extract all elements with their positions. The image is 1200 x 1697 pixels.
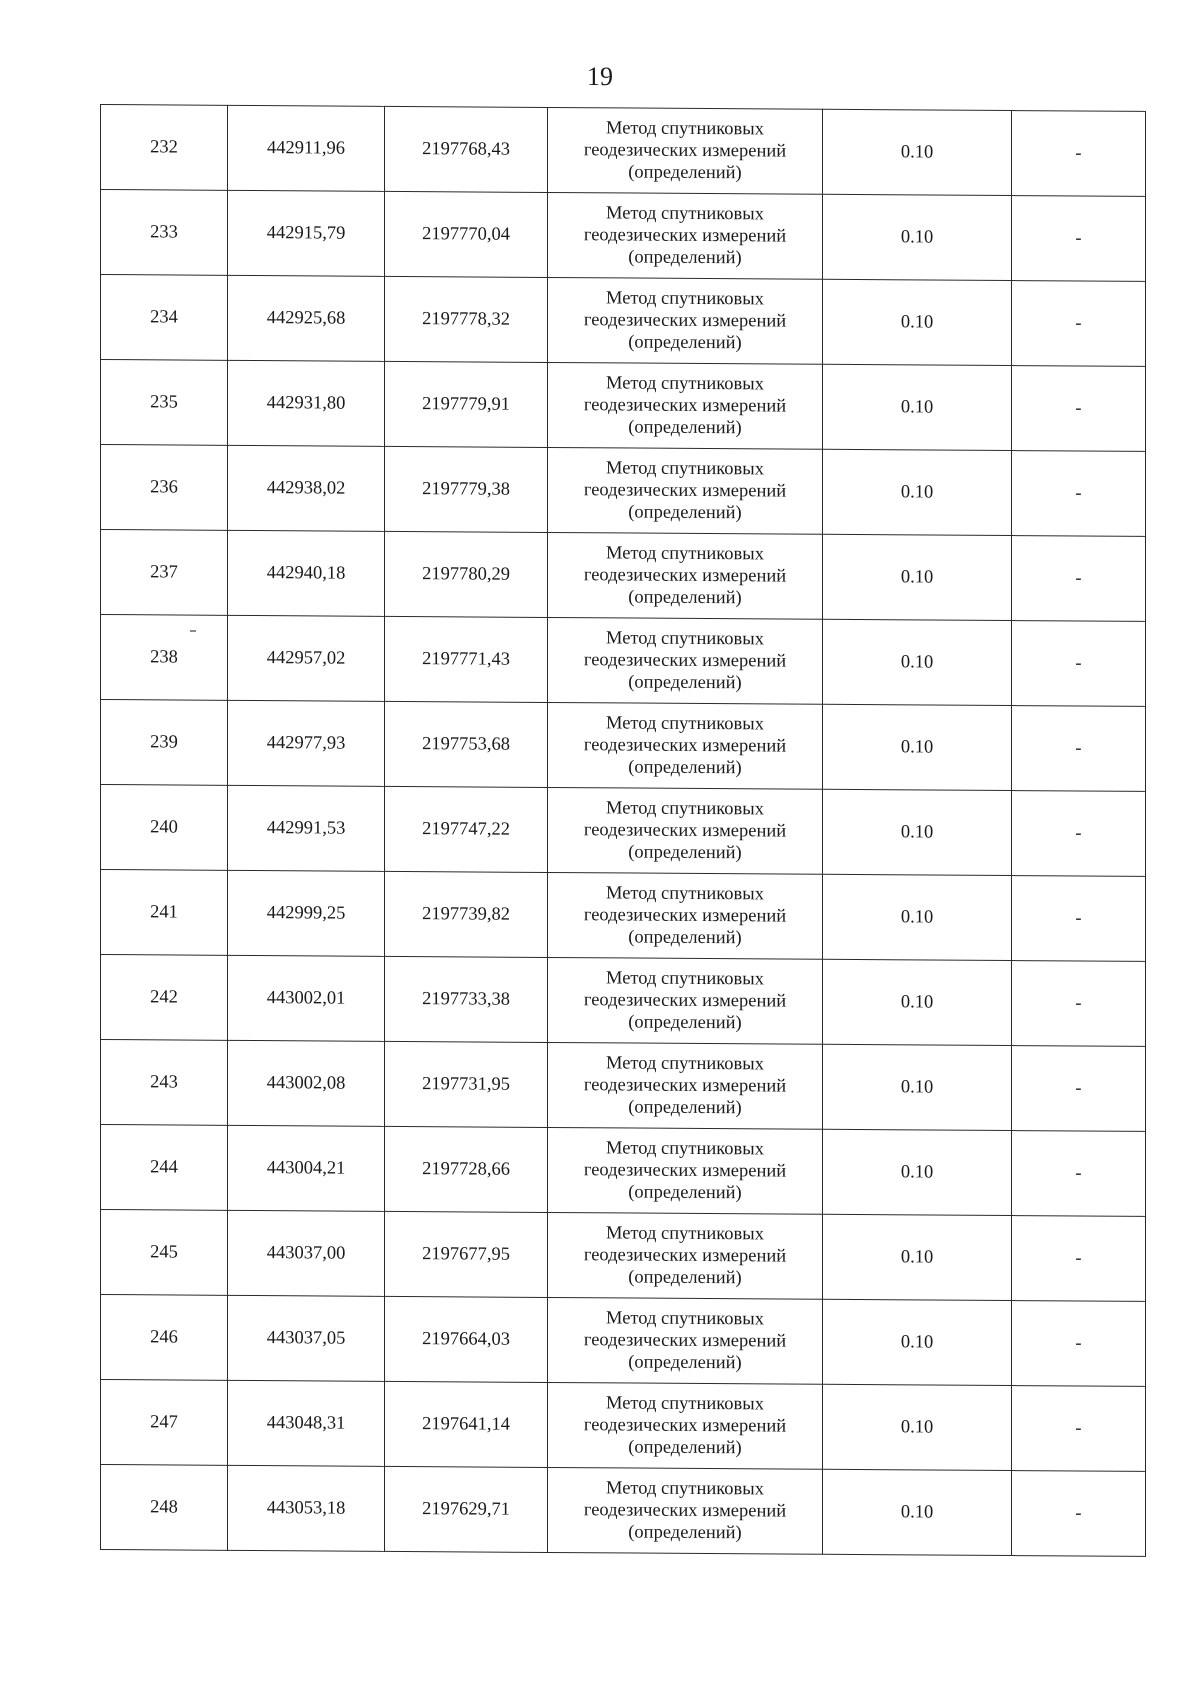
x-coordinate-cell: 442911,96 xyxy=(228,105,385,191)
method-cell xyxy=(548,362,823,449)
method-cell xyxy=(548,957,823,1044)
extra-cell: - xyxy=(1012,1216,1146,1302)
method-line: (определений) xyxy=(628,1437,742,1459)
accuracy-cell: 0.10 xyxy=(823,959,1012,1045)
point-number-cell: 234 xyxy=(101,275,228,361)
table-row xyxy=(101,1125,1146,1217)
method-line: Метод спутниковых xyxy=(606,203,764,225)
point-number-cell: 233 xyxy=(101,190,228,276)
method-line: геодезических измерений xyxy=(583,225,787,247)
table-row xyxy=(101,530,1146,622)
table-row xyxy=(101,955,1146,1047)
accuracy-cell: 0.10 xyxy=(823,364,1012,450)
method-line: геодезических измерений xyxy=(583,905,787,927)
method-line: Метод спутниковых xyxy=(606,628,764,650)
accuracy-cell: 0.10 xyxy=(823,1044,1012,1130)
y-coordinate-cell: 2197731,95 xyxy=(385,1041,548,1127)
method-line: геодезических измерений xyxy=(583,1415,787,1437)
method-line: (определений) xyxy=(628,842,742,864)
page-number: 19 xyxy=(587,62,613,91)
method-line: геодезических измерений xyxy=(583,1075,787,1097)
method-line: Метод спутниковых xyxy=(606,1138,764,1160)
method-line: Метод спутниковых xyxy=(606,883,764,905)
extra-cell: - xyxy=(1012,1301,1146,1387)
method-line: (определений) xyxy=(628,417,742,439)
extra-cell: - xyxy=(1012,961,1146,1047)
method-line: (определений) xyxy=(628,1267,742,1289)
y-coordinate-cell: 2197629,71 xyxy=(385,1466,548,1552)
method-line: Метод спутниковых xyxy=(606,713,764,735)
y-coordinate-cell: 2197747,22 xyxy=(385,786,548,872)
extra-cell: - xyxy=(1012,621,1146,707)
point-number-cell: 243 xyxy=(101,1040,228,1126)
method-cell xyxy=(548,872,823,959)
x-coordinate-cell: 442931,80 xyxy=(228,360,385,446)
method-line: (определений) xyxy=(628,927,742,949)
point-number-cell: 239 xyxy=(101,700,228,786)
accuracy-cell: 0.10 xyxy=(823,109,1012,195)
point-number-cell: 241 xyxy=(101,870,228,956)
method-line: геодезических измерений xyxy=(583,735,787,757)
y-coordinate-cell: 2197641,14 xyxy=(385,1381,548,1467)
method-line: Метод спутниковых xyxy=(606,1223,764,1245)
y-coordinate-cell: 2197728,66 xyxy=(385,1126,548,1212)
method-line: Метод спутниковых xyxy=(606,1053,764,1075)
accuracy-cell: 0.10 xyxy=(823,874,1012,960)
method-line: геодезических измерений xyxy=(583,1160,787,1182)
method-line: геодезических измерений xyxy=(583,1245,787,1267)
method-line: геодезических измерений xyxy=(583,480,787,502)
method-line: Метод спутниковых xyxy=(606,118,764,140)
x-coordinate-cell: 442991,53 xyxy=(228,785,385,871)
method-line: (определений) xyxy=(628,1097,742,1119)
extra-cell: - xyxy=(1012,1131,1146,1217)
method-line: геодезических измерений xyxy=(583,310,787,332)
accuracy-cell: 0.10 xyxy=(823,1129,1012,1215)
method-line: Метод спутниковых xyxy=(606,798,764,820)
method-cell xyxy=(548,107,823,194)
accuracy-cell: 0.10 xyxy=(823,534,1012,620)
y-coordinate-cell: 2197753,68 xyxy=(385,701,548,787)
extra-cell: - xyxy=(1012,536,1146,622)
x-coordinate-cell: 442999,25 xyxy=(228,870,385,956)
table-row xyxy=(101,190,1146,282)
method-line: геодезических измерений xyxy=(583,820,787,842)
accuracy-cell: 0.10 xyxy=(823,194,1012,280)
method-line: Метод спутниковых xyxy=(606,968,764,990)
method-cell xyxy=(548,1127,823,1214)
accuracy-cell: 0.10 xyxy=(823,789,1012,875)
method-line: Метод спутниковых xyxy=(606,543,764,565)
extra-cell: - xyxy=(1012,366,1146,452)
method-line: Метод спутниковых xyxy=(606,373,764,395)
method-cell xyxy=(548,1042,823,1129)
accuracy-cell: 0.10 xyxy=(823,1469,1012,1555)
coordinates-table-body xyxy=(101,105,1146,1557)
accuracy-cell: 0.10 xyxy=(823,1384,1012,1470)
extra-cell: - xyxy=(1012,451,1146,537)
method-cell xyxy=(548,447,823,534)
method-line: (определений) xyxy=(628,162,742,184)
method-cell xyxy=(548,1212,823,1299)
x-coordinate-cell: 442925,68 xyxy=(228,275,385,361)
table-row xyxy=(101,1380,1146,1472)
y-coordinate-cell: 2197677,95 xyxy=(385,1211,548,1297)
method-cell xyxy=(548,1382,823,1469)
table-row xyxy=(101,1210,1146,1302)
x-coordinate-cell: 443037,05 xyxy=(228,1295,385,1381)
table-row xyxy=(101,1040,1146,1132)
extra-cell: - xyxy=(1012,111,1146,197)
method-line: геодезических измерений xyxy=(583,140,787,162)
extra-cell: - xyxy=(1012,1471,1146,1557)
method-line: (определений) xyxy=(628,1522,742,1544)
y-coordinate-cell: 2197768,43 xyxy=(385,106,548,192)
method-line: (определений) xyxy=(628,587,742,609)
point-number-cell: 235 xyxy=(101,360,228,446)
method-line: (определений) xyxy=(628,672,742,694)
method-line: (определений) xyxy=(628,757,742,779)
method-cell xyxy=(548,1467,823,1554)
method-line: геодезических измерений xyxy=(583,1330,787,1352)
point-number-cell: 232 xyxy=(101,105,228,191)
accuracy-cell: 0.10 xyxy=(823,1299,1012,1385)
accuracy-cell: 0.10 xyxy=(823,279,1012,365)
x-coordinate-cell: 442915,79 xyxy=(228,190,385,276)
x-coordinate-cell: 442938,02 xyxy=(228,445,385,531)
table-row xyxy=(101,105,1146,197)
y-coordinate-cell: 2197779,91 xyxy=(385,361,548,447)
method-line: геодезических измерений xyxy=(583,1500,787,1522)
x-coordinate-cell: 443002,08 xyxy=(228,1040,385,1126)
point-number-cell: 247 xyxy=(101,1380,228,1466)
point-number-cell: 245 xyxy=(101,1210,228,1296)
extra-cell: - xyxy=(1012,281,1146,367)
point-number-cell: 236 xyxy=(101,445,228,531)
method-line: геодезических измерений xyxy=(583,395,787,417)
accuracy-cell: 0.10 xyxy=(823,449,1012,535)
method-line: (определений) xyxy=(628,247,742,269)
method-cell xyxy=(548,617,823,704)
accuracy-cell: 0.10 xyxy=(823,1214,1012,1300)
method-cell xyxy=(548,787,823,874)
extra-cell: - xyxy=(1012,791,1146,877)
point-number-cell: 246 xyxy=(101,1295,228,1381)
accuracy-cell: 0.10 xyxy=(823,704,1012,790)
x-coordinate-cell: 443004,21 xyxy=(228,1125,385,1211)
method-line: геодезических измерений xyxy=(583,565,787,587)
x-coordinate-cell: 443002,01 xyxy=(228,955,385,1041)
table-row xyxy=(101,360,1146,452)
scan-speck xyxy=(190,630,196,632)
table-row xyxy=(101,615,1146,707)
method-line: (определений) xyxy=(628,1012,742,1034)
x-coordinate-cell: 443037,00 xyxy=(228,1210,385,1296)
table-row xyxy=(101,445,1146,537)
point-number-cell: 244 xyxy=(101,1125,228,1211)
y-coordinate-cell: 2197779,38 xyxy=(385,446,548,532)
y-coordinate-cell: 2197771,43 xyxy=(385,616,548,702)
x-coordinate-cell: 442957,02 xyxy=(228,615,385,701)
extra-cell: - xyxy=(1012,1046,1146,1132)
method-line: геодезических измерений xyxy=(583,990,787,1012)
point-number-cell: 242 xyxy=(101,955,228,1041)
y-coordinate-cell: 2197739,82 xyxy=(385,871,548,957)
method-cell xyxy=(548,1297,823,1384)
y-coordinate-cell: 2197733,38 xyxy=(385,956,548,1042)
y-coordinate-cell: 2197770,04 xyxy=(385,191,548,277)
method-line: Метод спутниковых xyxy=(606,458,764,480)
y-coordinate-cell: 2197664,03 xyxy=(385,1296,548,1382)
method-line: (определений) xyxy=(628,1352,742,1374)
extra-cell: - xyxy=(1012,196,1146,282)
point-number-cell: 237 xyxy=(101,530,228,616)
method-cell xyxy=(548,532,823,619)
method-line: Метод спутниковых xyxy=(606,288,764,310)
x-coordinate-cell: 442940,18 xyxy=(228,530,385,616)
method-line: Метод спутниковых xyxy=(606,1478,764,1500)
x-coordinate-cell: 442977,93 xyxy=(228,700,385,786)
table-row xyxy=(101,785,1146,877)
method-cell xyxy=(548,702,823,789)
coordinates-table xyxy=(100,104,1146,1557)
x-coordinate-cell: 443048,31 xyxy=(228,1380,385,1466)
extra-cell: - xyxy=(1012,1386,1146,1472)
table-row xyxy=(101,275,1146,367)
table-row xyxy=(101,1465,1146,1557)
y-coordinate-cell: 2197778,32 xyxy=(385,276,548,362)
method-cell xyxy=(548,192,823,279)
point-number-cell: 240 xyxy=(101,785,228,871)
table-row xyxy=(101,1295,1146,1387)
y-coordinate-cell: 2197780,29 xyxy=(385,531,548,617)
table-row xyxy=(101,700,1146,792)
method-line: (определений) xyxy=(628,332,742,354)
x-coordinate-cell: 443053,18 xyxy=(228,1465,385,1551)
extra-cell: - xyxy=(1012,876,1146,962)
method-line: Метод спутниковых xyxy=(606,1393,764,1415)
table-row xyxy=(101,870,1146,962)
method-line: Метод спутниковых xyxy=(606,1308,764,1330)
point-number-cell: 248 xyxy=(101,1465,228,1551)
accuracy-cell: 0.10 xyxy=(823,619,1012,705)
method-line: (определений) xyxy=(628,502,742,524)
point-number-cell: 238 xyxy=(101,615,228,701)
extra-cell: - xyxy=(1012,706,1146,792)
method-cell xyxy=(548,277,823,364)
method-line: (определений) xyxy=(628,1182,742,1204)
method-line: геодезических измерений xyxy=(583,650,787,672)
